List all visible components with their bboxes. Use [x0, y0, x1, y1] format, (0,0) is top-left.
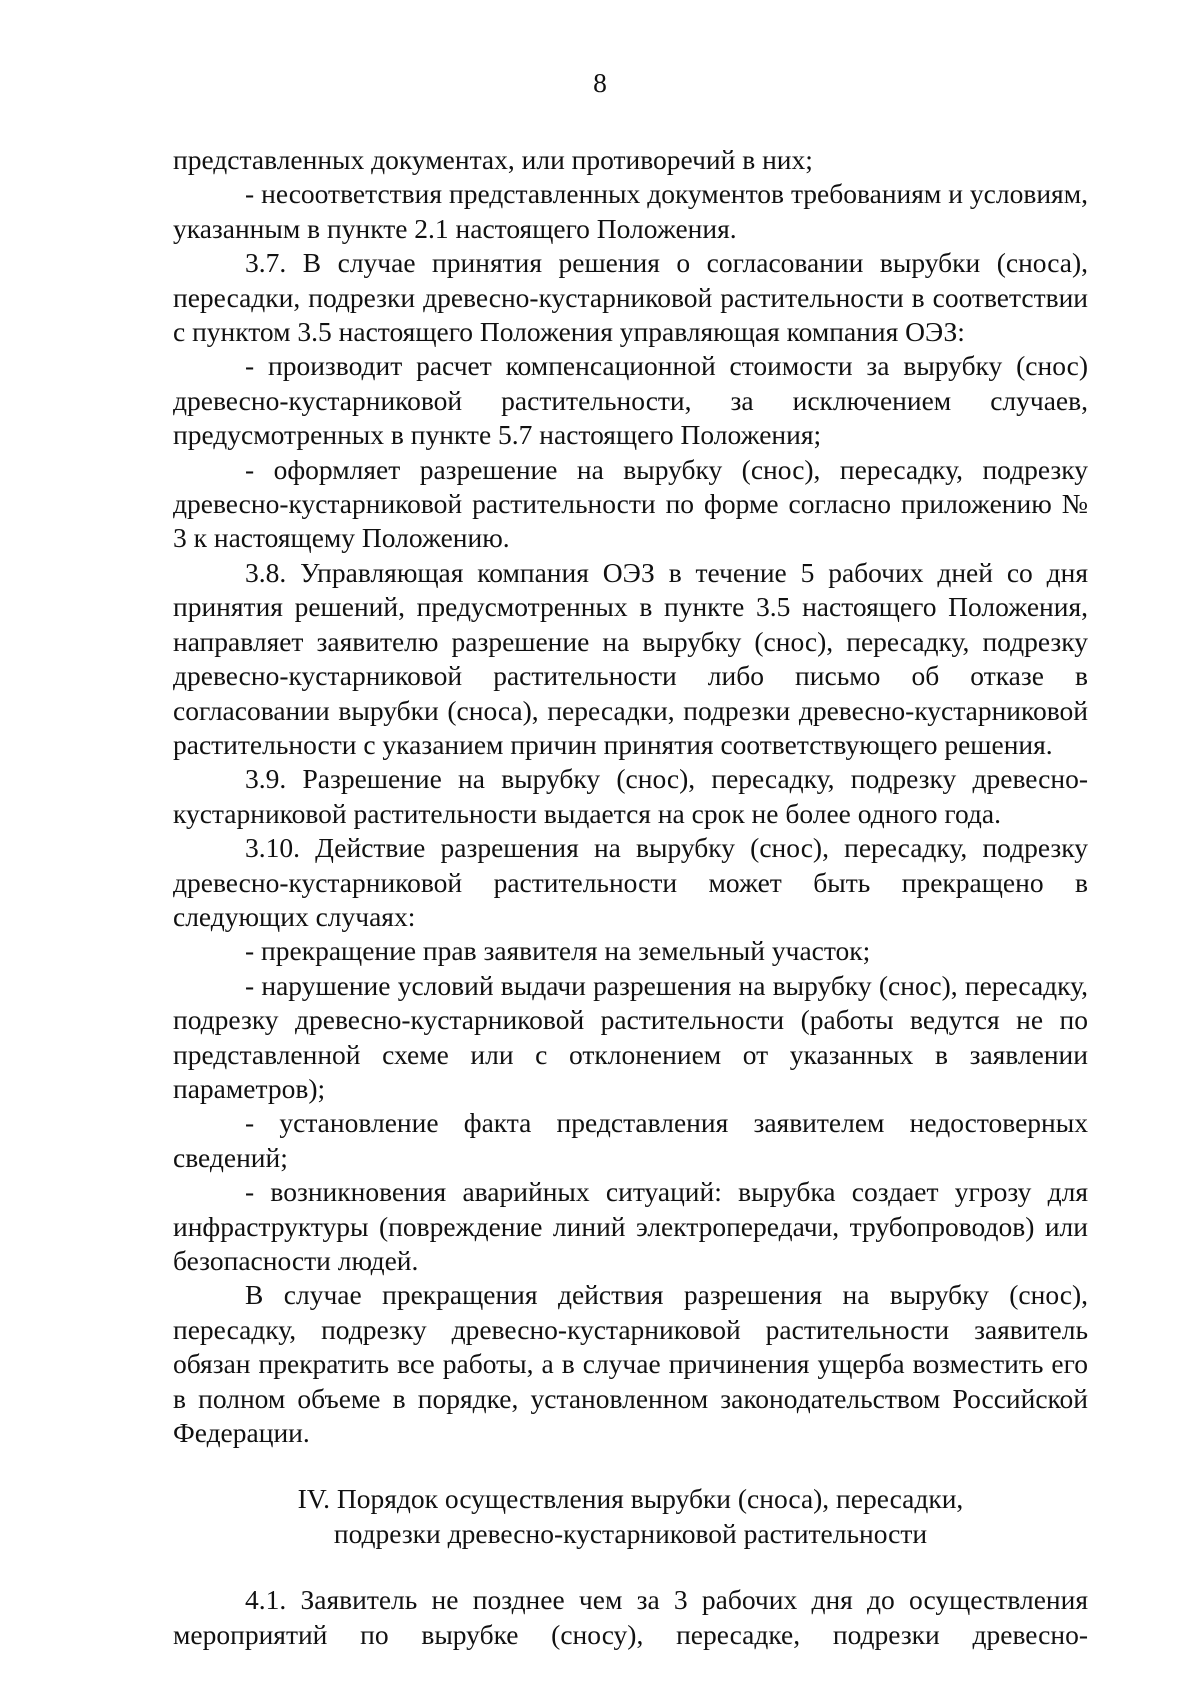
paragraph-item-calculation: - производит расчет компенсационной стоимости за вырубку (снос) древесно-кустарниковой растительности, за исключением случаев, предусмотренных в пункте 5.7 настоящего Положения;: [173, 350, 1088, 451]
paragraph-item-nonconformity: - несоответствия представленных документов требованиям и условиям, указанным в пункте 2.1 настоящего Положения.: [173, 178, 1088, 244]
paragraph-continuation: представленных документах, или противоречий в них;: [173, 144, 813, 175]
paragraph-termination-consequences: В случае прекращения действия разрешения на вырубку (снос), пересадку, подрезку древесно-кустарниковой растительности заявитель обязан прекратить все работы, а в случае причинения ущерба возместить его в полном объеме в порядке, установленном законодательством Российской Федерации.: [173, 1279, 1088, 1449]
paragraph-3-9: 3.9. Разрешение на вырубку (снос), пересадку, подрезку древесно-кустарниковой растительности выдается на срок не более одного года.: [173, 763, 1088, 829]
paragraph-item-rights-termination: - прекращение прав заявителя на земельный участок;: [245, 935, 871, 967]
paragraph-3-7: 3.7. В случае принятия решения о согласовании вырубки (сноса), пересадки, подрезки древесно-кустарниковой растительности в соответствии с пунктом 3.5 настоящего Положения управляющая компания ОЭЗ:: [173, 247, 1088, 348]
paragraph-item-emergency: - возникновения аварийных ситуаций: вырубка создает угрозу для инфраструктуры (повреждение линий электропередачи, трубопроводов) или безопасности людей.: [173, 1176, 1088, 1276]
paragraph-item-conditions-violation: - нарушение условий выдачи разрешения на вырубку (снос), пересадку, подрезку древесно-кустарниковой растительности (работы ведутся не по представленной схеме или с отклонением от указанных в заявлении параметров);: [173, 969, 1088, 1104]
section-heading-line-1: IV. Порядок осуществления вырубки (сноса), пересадки,: [297, 1483, 964, 1515]
section-heading-iv: [173, 1450, 1088, 1583]
document-body: [173, 143, 1088, 1652]
page-number: 8: [593, 67, 607, 98]
paragraph-item-permit: - оформляет разрешение на вырубку (снос), пересадку, подрезку древесно-кустарниковой растительности по форме согласно приложению № 3 к настоящему Положению.: [173, 453, 1088, 554]
paragraph-item-false-info: - установление факта представления заявителем недостоверных сведений;: [173, 1107, 1088, 1173]
paragraph-4-1: 4.1. Заявитель не позднее чем за 3 рабочих дня до осуществления мероприятий по вырубке (сносу), пересадке, подрезки древесно-: [173, 1584, 1088, 1650]
section-heading-line-2: подрезки древесно-кустарниковой растительности: [333, 1517, 928, 1549]
paragraph-3-10: 3.10. Действие разрешения на вырубку (снос), пересадку, подрезку древесно-кустарниковой растительности может быть прекращено в следующих случаях:: [173, 832, 1088, 932]
paragraph-3-8: 3.8. Управляющая компания ОЭЗ в течение 5 рабочих дней со дня принятия решений, предусмотренных в пункте 3.5 настоящего Положения, направляет заявителю разрешение на вырубку (снос), пересадку, подрезку древесно-кустарниковой растительности либо письмо об отказе в согласовании вырубки (сноса), пересадки, подрезки древесно-кустарниковой растительности с указанием причин принятия соответствующего решения.: [173, 556, 1088, 760]
